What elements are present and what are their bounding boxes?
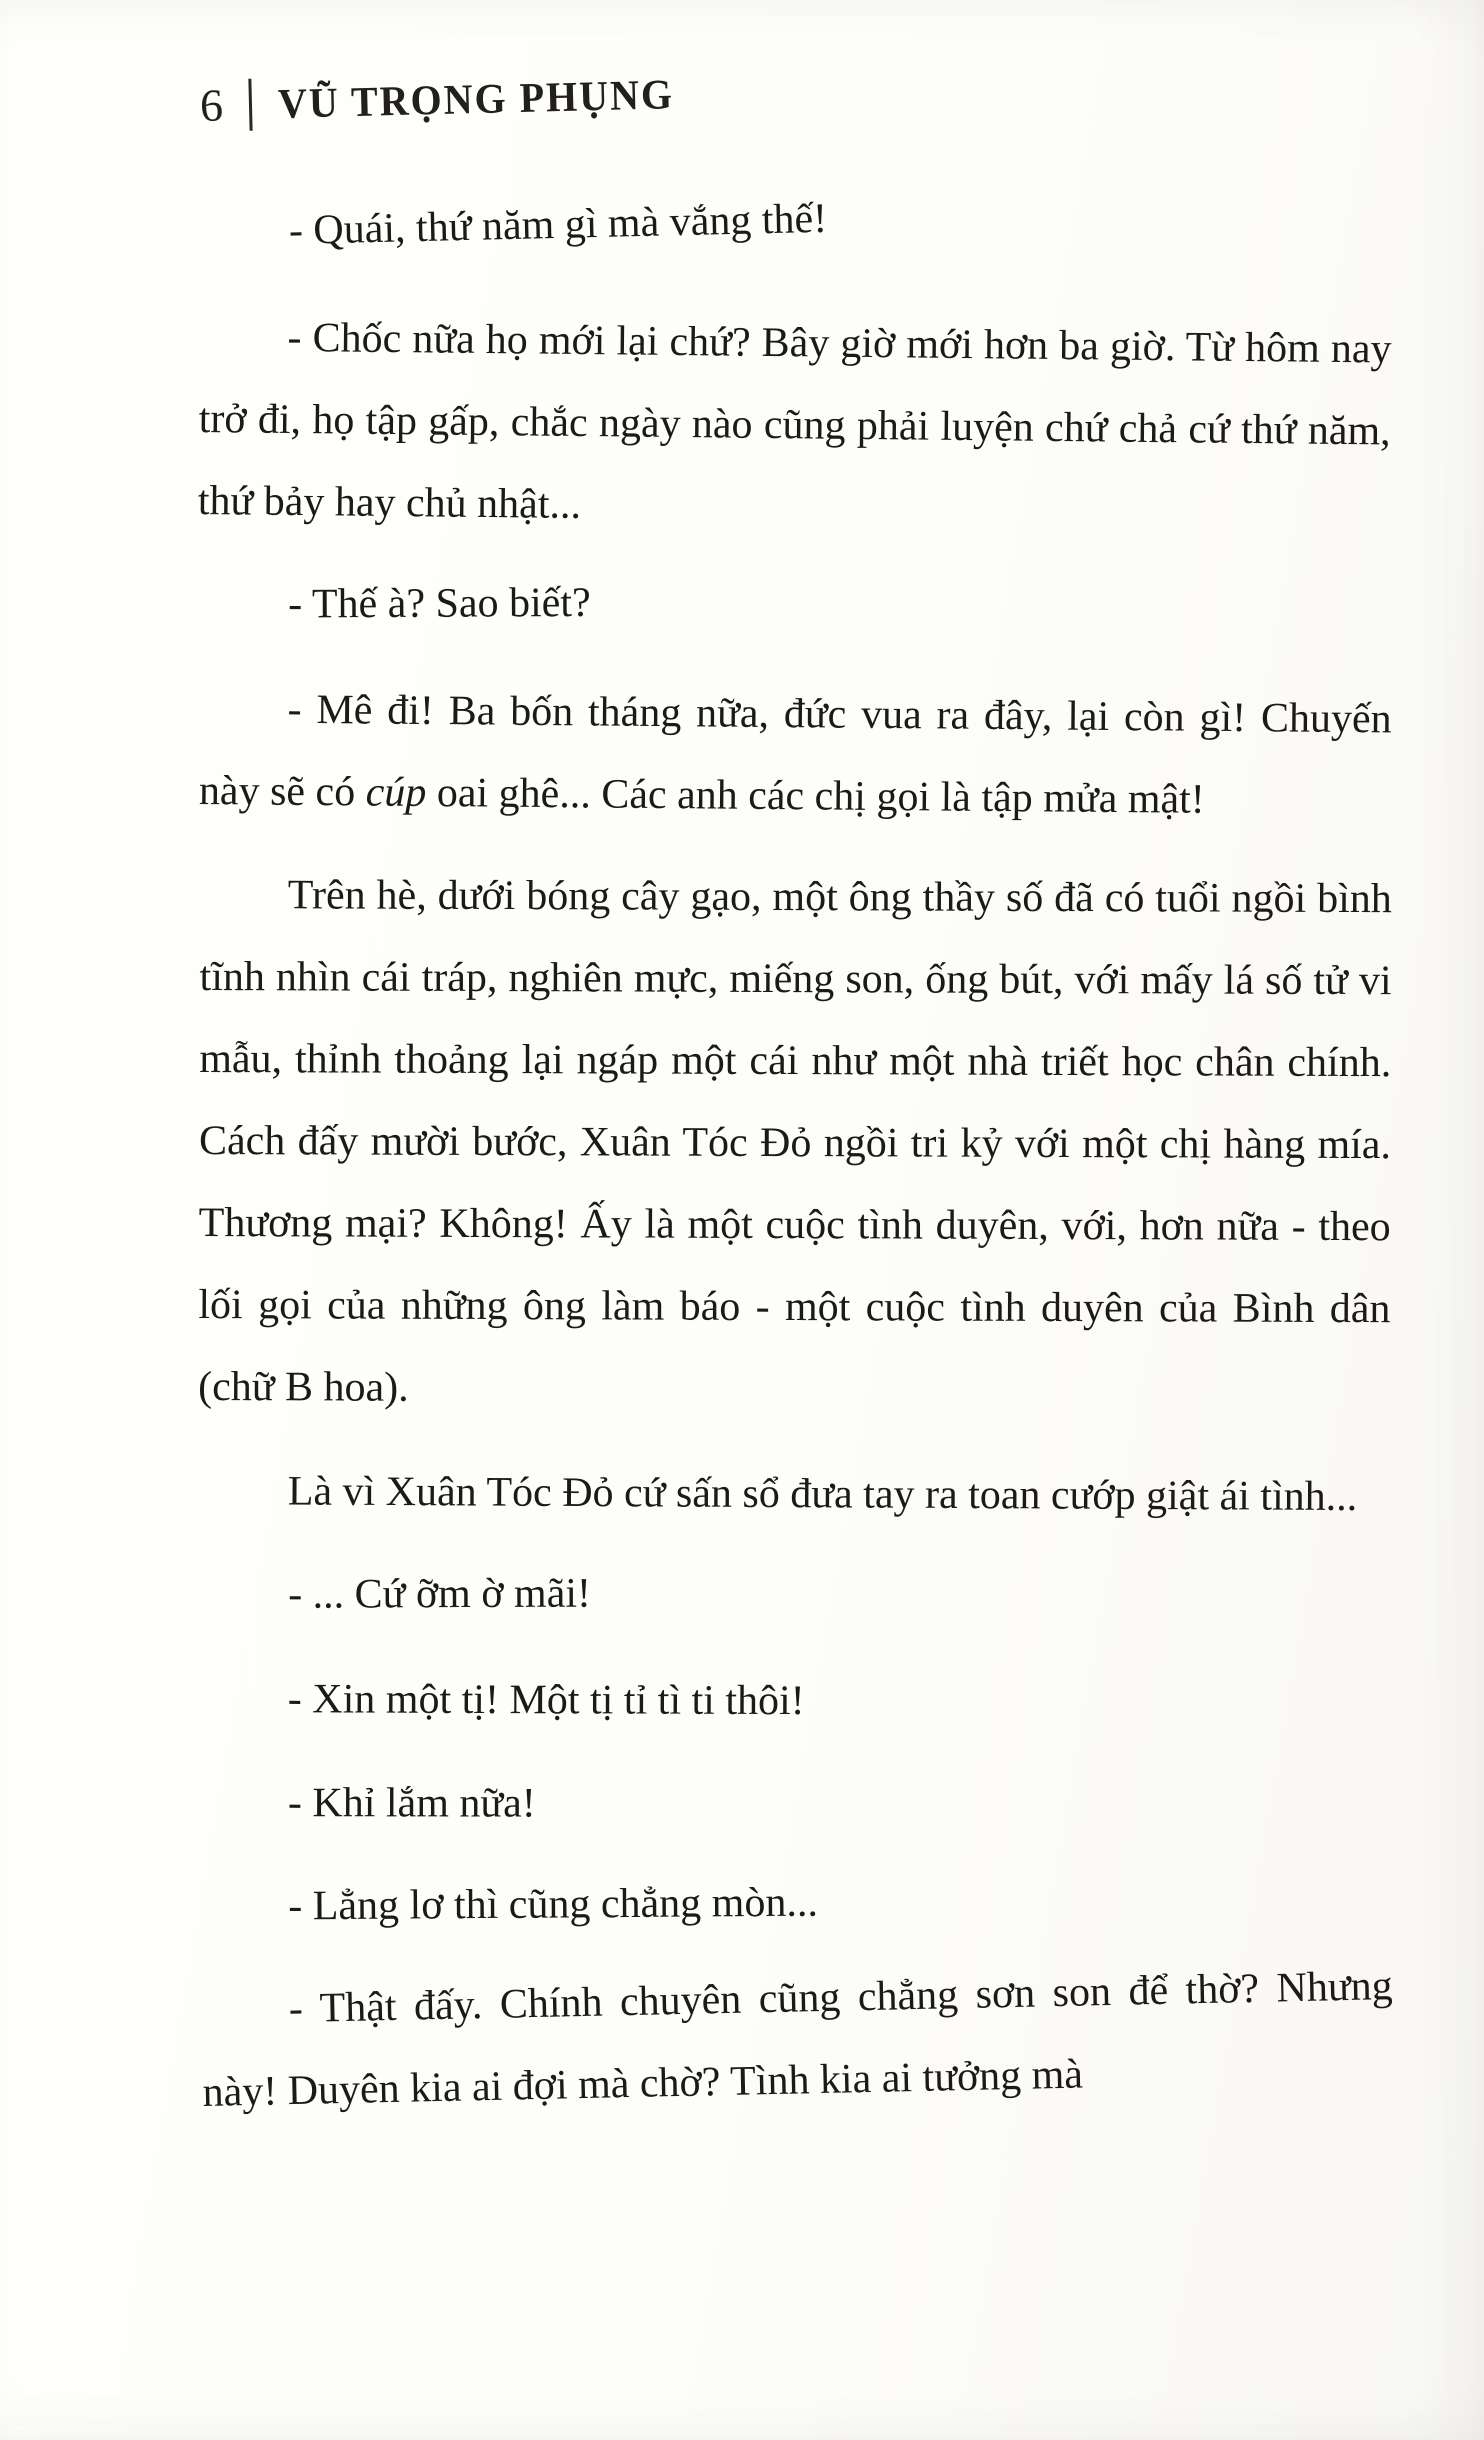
narrative-paragraph: Là vì Xuân Tóc Đỏ cứ sấn sổ đưa tay ra toan cướp giật ái tình... bbox=[287, 1468, 1358, 1521]
header-divider bbox=[248, 79, 252, 131]
dialogue-text: oai ghê... Các anh các chị gọi là tập mửa mật! bbox=[426, 769, 1205, 823]
dialogue-line: - ... Cứ ỡm ờ mãi! bbox=[288, 1570, 592, 1618]
page-body bbox=[197, 192, 1394, 2156]
dialogue-line bbox=[199, 668, 1392, 842]
dialogue-line: - Xin một tị! Một tị tỉ tì ti thôi! bbox=[287, 1676, 805, 1725]
author-name: VŨ TRỌNG PHỤNG bbox=[277, 70, 675, 128]
narrative-paragraph: Trên hè, dưới bóng cây gạo, một ông thầy số đã có tuổi ngồi bình tĩnh nhìn cái tráp, nghiên mực, miếng son, ống bút, với mấy lá số tử vi mẫu, thỉnh thoảng lại ngáp một cái như một nhà triết học chân chính. Cách đấy mười bước, Xuân Tóc Đỏ ngồi tri kỷ với một chị hàng mía. Thương mại? Không! Ấy là một cuộc tình duyên, với, hơn nữa - theo lối gọi của những ông làm báo - một cuộc tình duyên của Bình dân (chữ B hoa). bbox=[198, 872, 1392, 1411]
dialogue-line: - Khỉ lắm nữa! bbox=[287, 1780, 536, 1827]
dialogue-line: - Thật đấy. Chính chuyên cũng chẳng sơn son để thờ? Nhưng này! Duyên kia ai đợi mà chờ? Tình kia ai tưởng mà bbox=[202, 1963, 1394, 2116]
dialogue-line: - Quái, thứ năm gì mà vắng thế! bbox=[288, 195, 828, 254]
dialogue-line: - Chốc nữa họ mới lại chứ? Bây giờ mới hơn ba giờ. Từ hôm nay trở đi, họ tập gấp, chắc ngày nào cũng phải luyện chứ chả cứ thứ năm, thứ bảy hay chủ nhật... bbox=[197, 314, 1392, 528]
dialogue-line: - Lẳng lơ thì cũng chẳng mòn... bbox=[288, 1879, 819, 1930]
page-header bbox=[199, 68, 674, 132]
dialogue-line: - Thế à? Sao biết? bbox=[288, 579, 591, 628]
dialogue-text: - Mê đi! Ba bốn tháng nữa, đức vua ra đây, lại còn gì! Chuyến này sẽ có bbox=[198, 686, 1392, 816]
italic-word: cúp bbox=[365, 769, 427, 816]
page-number: 6 bbox=[199, 79, 224, 131]
